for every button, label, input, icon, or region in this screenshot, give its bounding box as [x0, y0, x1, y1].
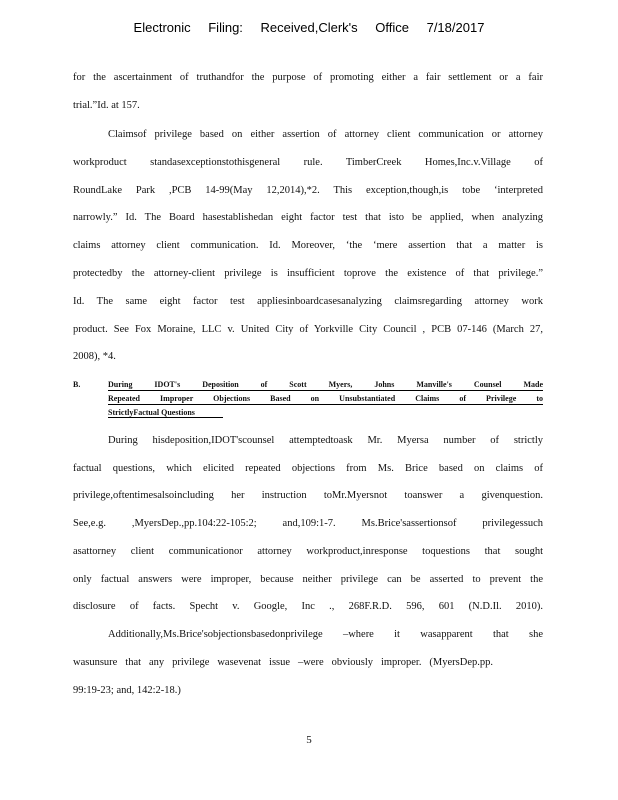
section-letter: B. [73, 380, 81, 389]
body-line: wasunsure that any privilege wasevenat issue –were obviously improper. (MyersDep.pp. [73, 657, 493, 668]
body-line: trial.”Id. at 157. [73, 100, 140, 111]
section-heading-line-2: Repeated Improper Objections Based on Unsubstantiated Claims of Privilege to [108, 394, 543, 403]
body-line: Additionally,Ms.Brice'sobjectionsbasedonprivilege –where it wasapparent that she [108, 629, 543, 640]
body-line: disclosure of facts. Specht v. Google, Inc ., 268F.R.D. 596, 601 (N.D.Il. 2010). [73, 601, 543, 612]
body-line: for the ascertainment of truthandfor the purpose of promoting either a fair settlement or a fair [73, 72, 543, 83]
body-line: product. See Fox Moraine, LLC v. United City of Yorkville City Council , PCB 07-146 (March 27, [73, 324, 543, 335]
body-line: protectedby the attorney-client privilege is insufficient toprove the existence of that privilege.” [73, 268, 543, 279]
body-line: only factual answers were improper, because neither privilege can be asserted to prevent the [73, 574, 543, 585]
body-line: During hisdeposition,IDOT'scounsel attemptedtoask Mr. Myersa number of strictly [108, 435, 543, 446]
filing-header: Electronic Filing: Received,Clerk's Office 7/18/2017 [133, 20, 485, 35]
body-line: See,e.g. ,MyersDep.,pp.104:22-105:2; and,109:1-7. Ms.Brice'sassertionsof privilegessuch [73, 518, 543, 529]
body-line: narrowly.” Id. The Board hasestablishedan eight factor test that isto be applied, when analyzing [73, 212, 543, 223]
body-line: claims attorney client communication. Id. Moreover, ‘the ‘mere assertion that a matter is [73, 240, 543, 251]
body-line: privilege,oftentimesalsoincluding her instruction toMr.Myersnot toanswer a givenquestion. [73, 490, 543, 501]
body-line: asattorney client communicationor attorney workproduct,inresponse toquestions that sought [73, 546, 543, 557]
body-line: 99:19-23; and, 142:2-18.) [73, 685, 181, 696]
section-heading-line-3: StrictlyFactual Questions [108, 408, 223, 418]
body-line: RoundLake Park ,PCB 14-99(May 12,2014),*2. This exception,though,is tobe ‘interpreted [73, 185, 543, 196]
body-line: workproduct standasexceptionstothisgeneral rule. TimberCreek Homes,Inc.v.Village of [73, 157, 543, 168]
body-line: Id. The same eight factor test appliesinboardcasesanalyzing claimsregarding attorney work [73, 296, 543, 307]
body-line: 2008), *4. [73, 351, 116, 362]
page-number: 5 [306, 734, 312, 746]
section-heading-line-1: During IDOT's Deposition of Scott Myers, Johns Manville's Counsel Made [108, 380, 543, 389]
body-line: factual questions, which elicited repeated objections from Ms. Brice based on claims of [73, 463, 543, 474]
body-line: Claimsof privilege based on either assertion of attorney client communication or attorney [108, 129, 543, 140]
